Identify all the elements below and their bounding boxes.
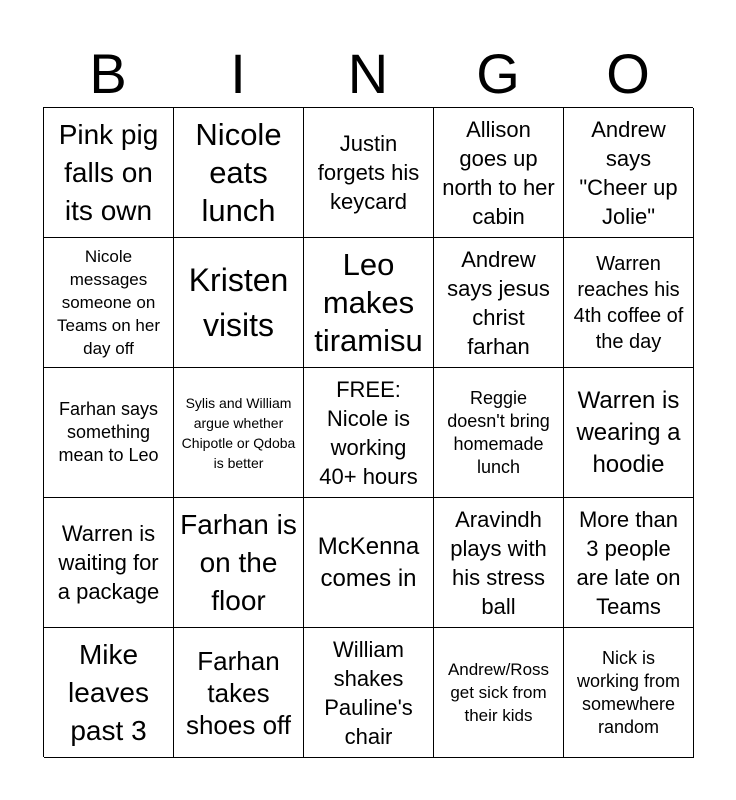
bingo-cell-r5c5[interactable]: [564, 628, 694, 758]
bingo-cell-r5c2[interactable]: [174, 628, 304, 758]
cell-text: Warren is waiting for a package: [57, 521, 160, 604]
cell-text: Farhan says something mean to Leo: [58, 399, 159, 465]
bingo-cell-r1c5[interactable]: [564, 108, 694, 238]
bingo-cell-r5c3[interactable]: [304, 628, 434, 758]
header-letter-i: I: [230, 42, 246, 105]
cell-text: Andrew says jesus christ farhan: [447, 246, 550, 359]
bingo-cell-r4c3[interactable]: [304, 498, 434, 628]
bingo-cell-r2c2[interactable]: [174, 238, 304, 368]
bingo-cell-r1c4[interactable]: [434, 108, 564, 238]
cell-text: Kristen visits: [188, 261, 289, 343]
cell-text: Mike leaves past 3: [68, 638, 149, 746]
header-letter-g: G: [476, 42, 520, 105]
bingo-cell-r2c5[interactable]: [564, 238, 694, 368]
cell-text: Warren reaches his 4th coffee of the day: [573, 252, 684, 353]
bingo-cell-r4c4[interactable]: [434, 498, 564, 628]
cell-text: FREE: Nicole is working 40+ hours: [319, 376, 418, 489]
cell-text: Warren is wearing a hoodie: [576, 386, 681, 478]
cell-text: Nick is working from somewhere random: [576, 647, 681, 737]
bingo-cell-r3c3[interactable]: [304, 368, 434, 498]
cell-text: Allison goes up north to her cabin: [442, 116, 555, 229]
bingo-header: [43, 40, 693, 108]
bingo-cell-r2c1[interactable]: [44, 238, 174, 368]
header-letter-b: B: [89, 42, 127, 105]
bingo-cell-r3c2[interactable]: [174, 368, 304, 498]
bingo-cell-r2c4[interactable]: [434, 238, 564, 368]
bingo-cell-r1c3[interactable]: [304, 108, 434, 238]
bingo-board: [43, 107, 693, 757]
header-letter-o: O: [606, 42, 650, 105]
bingo-cell-r4c2[interactable]: [174, 498, 304, 628]
cell-text: William shakes Pauline's chair: [324, 636, 413, 749]
cell-text: More than 3 people are late on Teams: [576, 506, 681, 619]
cell-text: Andrew/Ross get sick from their kids: [447, 660, 550, 725]
cell-text: Nicole messages someone on Teams on her day off: [57, 247, 160, 358]
cell-text: Aravindh plays with his stress ball: [450, 506, 547, 619]
bingo-cell-r1c2[interactable]: [174, 108, 304, 238]
bingo-cell-r2c3[interactable]: [304, 238, 434, 368]
bingo-cell-r5c1[interactable]: [44, 628, 174, 758]
cell-text: Sylis and William argue whether Chipotle or Qdoba is better: [181, 394, 296, 471]
header-letter-n: N: [347, 42, 389, 105]
cell-text: Andrew says "Cheer up Jolie": [579, 116, 678, 229]
bingo-cell-r3c5[interactable]: [564, 368, 694, 498]
cell-text: Justin forgets his keycard: [317, 131, 420, 214]
bingo-cell-r4c5[interactable]: [564, 498, 694, 628]
bingo-cell-r4c1[interactable]: [44, 498, 174, 628]
bingo-cell-r3c1[interactable]: [44, 368, 174, 498]
bingo-cell-r5c4[interactable]: [434, 628, 564, 758]
bingo-cell-r1c1[interactable]: [44, 108, 174, 238]
cell-text: Nicole eats lunch: [195, 116, 282, 228]
cell-text: Leo makes tiramisu: [314, 246, 423, 358]
cell-text: Farhan takes shoes off: [185, 645, 292, 740]
cell-text: Farhan is on the floor: [180, 508, 297, 616]
cell-text: McKenna comes in: [317, 532, 420, 592]
cell-text: Pink pig falls on its own: [58, 118, 159, 226]
bingo-cell-r3c4[interactable]: [434, 368, 564, 498]
cell-text: Reggie doesn't bring homemade lunch: [447, 387, 550, 477]
